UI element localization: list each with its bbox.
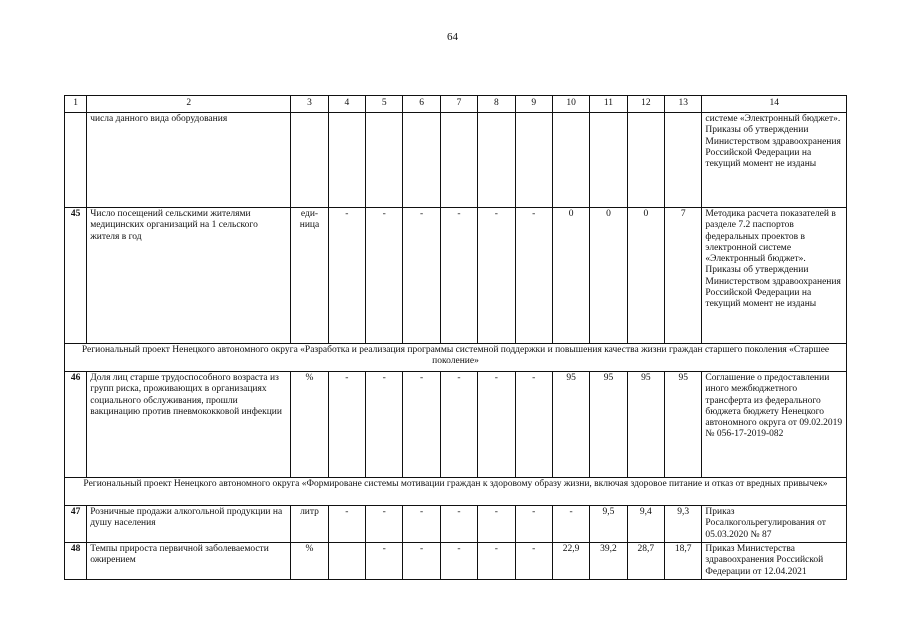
value-cell: 95 bbox=[590, 372, 627, 478]
row-number: 45 bbox=[65, 208, 87, 344]
value-cell: - bbox=[478, 506, 515, 543]
source-cell: Соглашение о предоставлении иного межбюджетного трансферта из федерального бюджета бюджету Ненецкого автономного округа от 09.02.2019 № 056-17-2019-082 bbox=[702, 372, 847, 478]
value-cell: - bbox=[328, 372, 365, 478]
row-number: 46 bbox=[65, 372, 87, 478]
indicators-table bbox=[64, 95, 847, 580]
value-cell: - bbox=[403, 208, 440, 344]
value-cell: 9,4 bbox=[627, 506, 664, 543]
value-cell bbox=[552, 113, 589, 208]
value-cell: 9,5 bbox=[590, 506, 627, 543]
value-cell: 39,2 bbox=[590, 543, 627, 580]
value-cell: - bbox=[403, 543, 440, 580]
indicator-name: Число посещений сельскими жителями медицинских организаций на 1 сельского жителя в год bbox=[87, 208, 291, 344]
value-cell: - bbox=[440, 543, 477, 580]
column-header: 8 bbox=[478, 96, 515, 113]
value-cell: - bbox=[515, 372, 552, 478]
column-header: 14 bbox=[702, 96, 847, 113]
column-header: 12 bbox=[627, 96, 664, 113]
value-cell: 9,3 bbox=[665, 506, 702, 543]
unit-cell: еди-ница bbox=[291, 208, 328, 344]
value-cell: 0 bbox=[590, 208, 627, 344]
value-cell bbox=[328, 543, 365, 580]
value-cell: 95 bbox=[665, 372, 702, 478]
value-cell: - bbox=[552, 506, 589, 543]
indicator-name: Доля лиц старше трудоспособного возраста из групп риска, проживающих в организациях социального обслуживания, прошли вакцинацию против пневмококковой инфекции bbox=[87, 372, 291, 478]
value-cell bbox=[403, 113, 440, 208]
value-cell: - bbox=[515, 506, 552, 543]
row-number: 47 bbox=[65, 506, 87, 543]
value-cell: - bbox=[403, 372, 440, 478]
column-header: 2 bbox=[87, 96, 291, 113]
table-row bbox=[65, 372, 847, 478]
column-header: 10 bbox=[552, 96, 589, 113]
row-number: 48 bbox=[65, 543, 87, 580]
column-header: 13 bbox=[665, 96, 702, 113]
unit-cell: % bbox=[291, 543, 328, 580]
value-cell: - bbox=[328, 208, 365, 344]
column-header: 4 bbox=[328, 96, 365, 113]
unit-cell: % bbox=[291, 372, 328, 478]
section-row bbox=[65, 478, 847, 506]
value-cell: - bbox=[328, 506, 365, 543]
row-number bbox=[65, 113, 87, 208]
value-cell: 7 bbox=[665, 208, 702, 344]
value-cell: 22,9 bbox=[552, 543, 589, 580]
section-row bbox=[65, 344, 847, 372]
value-cell bbox=[328, 113, 365, 208]
value-cell: - bbox=[440, 372, 477, 478]
column-header: 3 bbox=[291, 96, 328, 113]
column-header: 6 bbox=[403, 96, 440, 113]
column-header: 11 bbox=[590, 96, 627, 113]
value-cell: 28,7 bbox=[627, 543, 664, 580]
unit-cell bbox=[291, 113, 328, 208]
column-header: 5 bbox=[366, 96, 403, 113]
value-cell bbox=[478, 113, 515, 208]
value-cell: 95 bbox=[552, 372, 589, 478]
unit-cell: литр bbox=[291, 506, 328, 543]
value-cell: - bbox=[478, 372, 515, 478]
value-cell: - bbox=[478, 208, 515, 344]
column-header: 9 bbox=[515, 96, 552, 113]
value-cell bbox=[627, 113, 664, 208]
table-row bbox=[65, 506, 847, 543]
value-cell: - bbox=[440, 506, 477, 543]
section-title: Региональный проект Ненецкого автономного округа «Разработка и реализация программы системной поддержки и повышения качества жизни граждан старшего поколения «Старшее поколение» bbox=[65, 344, 847, 372]
table-row bbox=[65, 113, 847, 208]
value-cell: 0 bbox=[552, 208, 589, 344]
value-cell bbox=[440, 113, 477, 208]
table-row bbox=[65, 208, 847, 344]
value-cell: - bbox=[515, 208, 552, 344]
indicator-name: Розничные продажи алкогольной продукции на душу населения bbox=[87, 506, 291, 543]
value-cell: - bbox=[440, 208, 477, 344]
indicator-name: Темпы прироста первичной заболеваемости ожирением bbox=[87, 543, 291, 580]
value-cell: - bbox=[366, 543, 403, 580]
section-title: Региональный проект Ненецкого автономного округа «Формироване системы мотивации граждан к здоровому образу жизни, включая здоровое питание и отказ от вредных привычек» bbox=[65, 478, 847, 506]
column-header: 7 bbox=[440, 96, 477, 113]
value-cell: - bbox=[366, 372, 403, 478]
source-cell: Методика расчета показателей в разделе 7.2 паспортов федеральных проектов в электронной системе «Электронный бюджет». Приказы об утверждении Министерством здравоохранения Российской Федерации на текущий момент не изданы bbox=[702, 208, 847, 344]
table-row bbox=[65, 543, 847, 580]
column-header: 1 bbox=[65, 96, 87, 113]
value-cell: - bbox=[366, 506, 403, 543]
value-cell: - bbox=[515, 543, 552, 580]
value-cell bbox=[515, 113, 552, 208]
value-cell bbox=[366, 113, 403, 208]
value-cell: 18,7 bbox=[665, 543, 702, 580]
value-cell: 95 bbox=[627, 372, 664, 478]
value-cell bbox=[590, 113, 627, 208]
table-header-row bbox=[65, 96, 847, 113]
source-cell: системе «Электронный бюджет». Приказы об утверждении Министерством здравоохранения Российской Федерации на текущий момент не изданы bbox=[702, 113, 847, 208]
source-cell: Приказ Росалкогольрегулирования от 05.03.2020 № 87 bbox=[702, 506, 847, 543]
value-cell: - bbox=[403, 506, 440, 543]
value-cell: - bbox=[478, 543, 515, 580]
indicator-name: числа данного вида оборудования bbox=[87, 113, 291, 208]
value-cell bbox=[665, 113, 702, 208]
page-number: 64 bbox=[447, 31, 458, 43]
value-cell: - bbox=[366, 208, 403, 344]
source-cell: Приказ Министерства здравоохранения Российской Федерации от 12.04.2021 bbox=[702, 543, 847, 580]
value-cell: 0 bbox=[627, 208, 664, 344]
